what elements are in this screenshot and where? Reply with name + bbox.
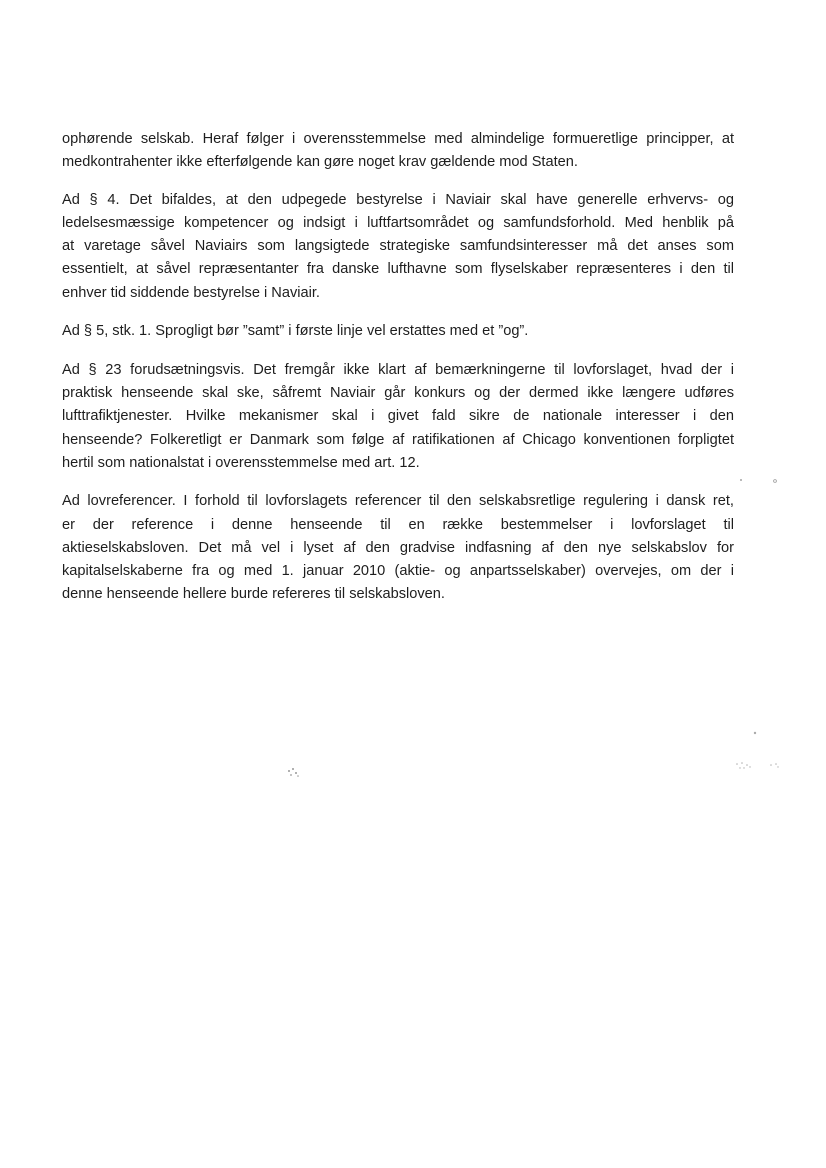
paragraph-1-line-2: medkontrahenter ikke efterfølgende kan gøre noget krav gældende mod Staten. [62,154,578,170]
paragraph-3-line-1: Ad § 5, stk. 1. Sprogligt bør ”samt” i første linje vel erstattes med et ”og”. [62,323,529,339]
paragraph-2-line-3: at varetage såvel Naviairs som langsigtede strategiske samfundsinteresser må det anses som [62,238,734,254]
scan-speck [774,480,777,483]
paragraph-5-line-4: kapitalselskaberne fra og med 1. januar 2010 (aktie- og anpartsselskaber) overvejes, om der i [62,563,734,579]
paragraph-5-line-3: aktieselskabsloven. Det må vel i lyset af den gradvise indfasning af den nye selskabslov for [62,540,734,556]
paragraph-2-line-1: Ad § 4. Det bifaldes, at den udpegede bestyrelse i Naviair skal have generelle erhvervs- og [62,192,734,208]
paragraph-5-line-5: denne henseende hellere burde refereres til selskabsloven. [62,586,445,602]
paragraph-4-line-5: hertil som nationalstat i overensstemmelse med art. 12. [62,455,420,471]
paragraph-4-line-2: praktisk henseende skal ske, såfremt Naviair går konkurs og der dermed ikke længere udføres [62,385,734,401]
paragraph-2-line-2: ledelsesmæssige kompetencer og indsigt i luftfartsområdet og samfundsforhold. Med henblik på [62,215,734,231]
paragraph-5-line-1: Ad lovreferencer. I forhold til lovforslagets referencer til den selskabsretlige regulering i dansk ret, [62,493,734,509]
scan-speck [754,732,756,734]
paragraph-1-line-1: ophørende selskab. Heraf følger i overensstemmelse med almindelige formueretlige principper, at [62,131,734,147]
paragraph-2-line-5: enhver tid siddende bestyrelse i Naviair. [62,285,320,301]
scan-speck [770,763,779,768]
paragraph-5-line-2: er der reference i denne henseende til en række bestemmelser i lovforslaget til [62,517,734,533]
scan-speck [288,768,299,777]
scan-speck [736,762,751,769]
scan-speck [740,479,742,481]
paragraph-2-line-4: essentielt, at såvel repræsentanter fra danske lufthavne som flyselskaber repræsenteres i den til [62,261,734,277]
paragraph-4-line-3: lufttrafiktjenester. Hvilke mekanismer skal i givet fald sikre de nationale interesser i den [62,408,734,424]
paragraph-4-line-1: Ad § 23 forudsætningsvis. Det fremgår ikke klart af bemærkningerne til lovforslaget, hvad der i [62,362,734,378]
paragraph-4-line-4: henseende? Folkeretligt er Danmark som følge af ratifikationen af Chicago konventionen forpligtet [62,432,734,448]
